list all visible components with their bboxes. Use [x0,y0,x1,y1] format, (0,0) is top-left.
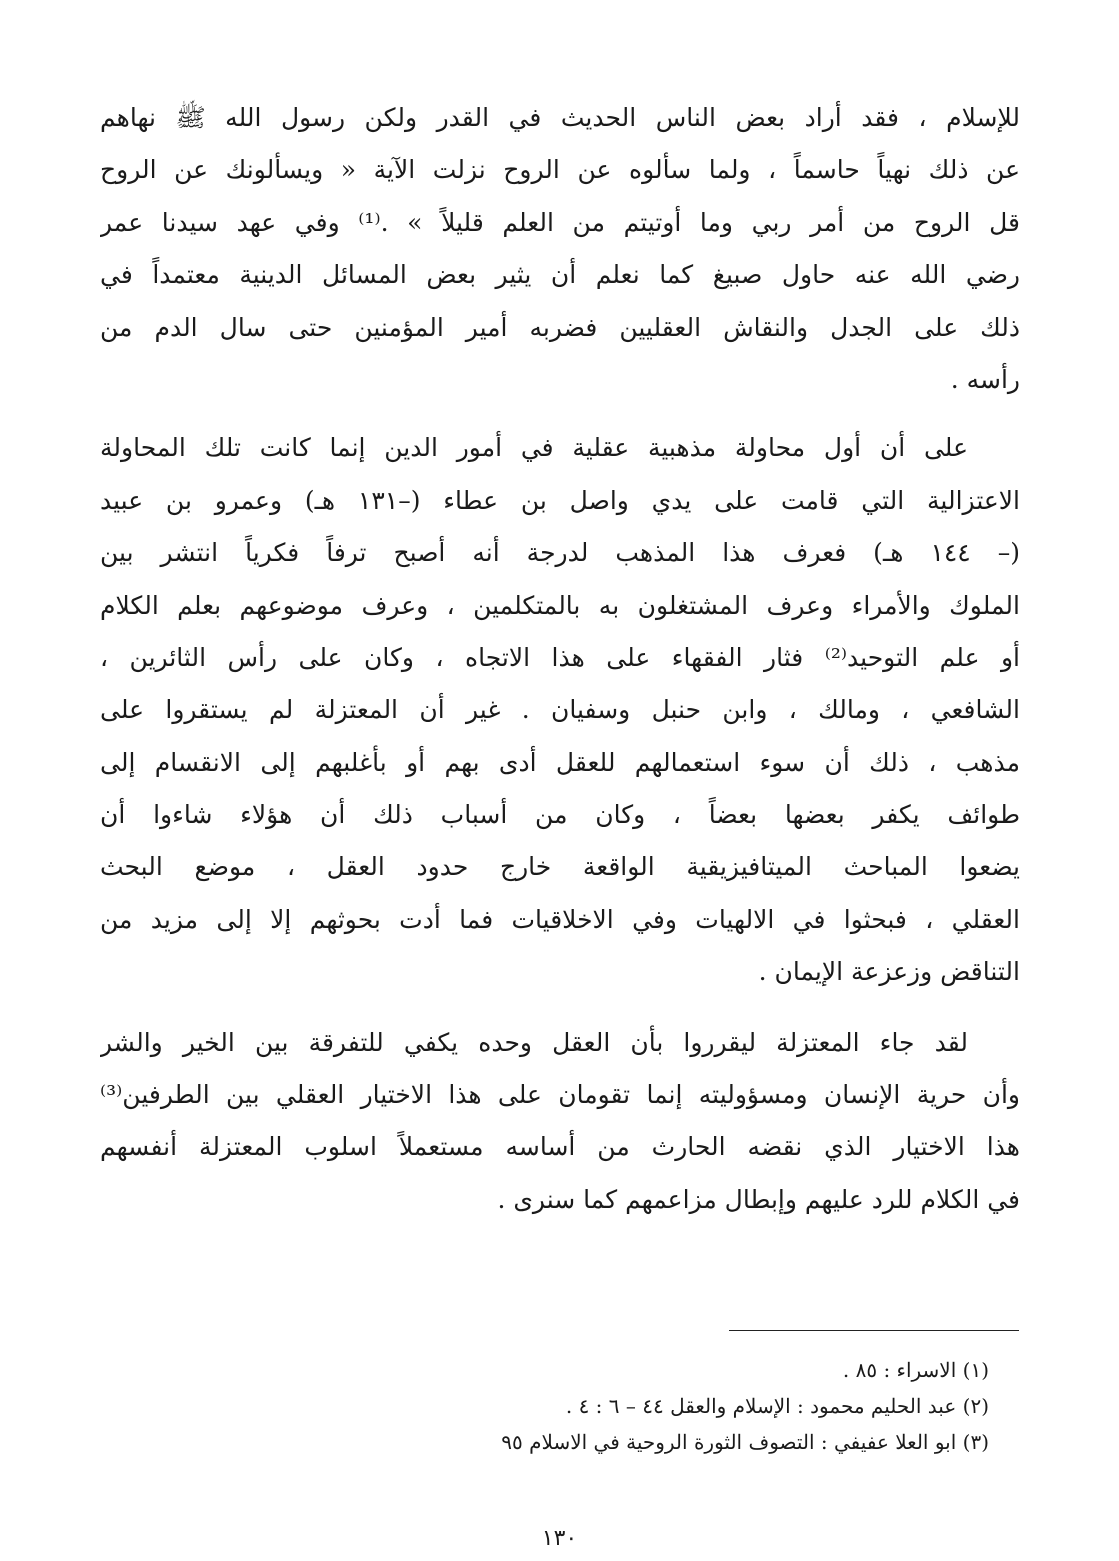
text-line: لقد جاء المعتزلة ليقرروا بأن العقل وحده يكفي للتفرقة بين الخير والشر [100,1027,968,1057]
text-line: (– ١٤٤ هـ) فعرف هذا المذهب لدرجة أنه أصبح ترفاً فكرياً انتشر بين [100,538,1020,568]
text-line: للإسلام ، فقد أراد بعض الناس الحديث في القدر ولكن رسول الله ﷺ نهاهم [100,103,1020,132]
footnotes [289,1352,989,1460]
paragraph-2 [100,422,1020,998]
text-line: مذهب ، ذلك أن سوء استعمالهم للعقل أدى بهم أو بأغلبهم إلى الانقسام إلى [100,747,1020,777]
text-line: الملوك والأمراء وعرف المشتغلون به بالمتكلمين ، وعرف موضوعهم بعلم الكلام [100,590,1020,620]
paragraph-1 [100,92,1020,406]
page-body [100,92,1020,1226]
footnote-separator [729,1330,1019,1331]
text-line: الاعتزالية التي قامت على يدي واصل بن عطاء (–١٣١ هـ) وعمرو بن عبيد [100,485,1020,515]
text-line: العقلي ، فبحثوا في الالهيات وفي الاخلاقيات فما أدت بحوثهم إلا إلى مزيد من [100,904,1020,934]
text-line: على أن أول محاولة مذهبية عقلية في أمور الدين إنما كانت تلك المحاولة [100,433,968,463]
text-line: رأسه . [950,364,1020,394]
footnote-2: (٢) عبد الحليم محمود : الإسلام والعقل ٤٤ – ٦ : ٤ . [565,1394,989,1418]
page-number: ١٣٠ [541,1526,578,1551]
text-line: وأن حرية الإنسان ومسؤوليته إنما تقومان على هذا الاختيار العقلي بين الطرفين⁽³⁾ [100,1080,1020,1110]
text-line: رضي الله عنه حاول صبيغ كما نعلم أن يثير بعض المسائل الدينية معتمداً في [100,260,1020,290]
footnote-3: (٣) ابو العلا عفيفي : التصوف الثورة الروحية في الاسلام ٩٥ [501,1430,989,1454]
text-line: الشافعي ، ومالك ، وابن حنبل وسفيان . غير أن المعتزلة لم يستقروا على [100,695,1020,725]
text-line: التناقض وزعزعة الإيمان . [758,957,1020,987]
text-line: قل الروح من أمر ربي وما أوتيتم من العلم قليلاً » .⁽¹⁾ وفي عهد سيدنا عمر [100,207,1020,237]
text-line: أو علم التوحيد⁽²⁾ فثار الفقهاء على هذا الاتجاه ، وكان على رأس الثائرين ، [100,642,1020,672]
text-line: عن ذلك نهياً حاسماً ، ولما سألوه عن الروح نزلت الآية « ويسألونك عن الروح [100,155,1020,185]
footnote-1: (١) الاسراء : ٨٥ . [842,1358,989,1382]
text-line: ذلك على الجدل والنقاش العقليين فضربه أمير المؤمنين حتى سال الدم من [100,312,1020,342]
text-line: يضعوا المباحث الميتافيزيقية الواقعة خارج حدود العقل ، موضع البحث [100,852,1020,882]
paragraph-3 [100,1017,1020,1227]
text-line: طوائف يكفر بعضها بعضاً ، وكان من أسباب ذلك أن هؤلاء شاءوا أن [100,800,1020,830]
text-line: في الكلام للرد عليهم وإبطال مزاعمهم كما سنرى . [497,1184,1020,1214]
text-line: هذا الاختيار الذي نقضه الحارث من أساسه مستعملاً اسلوب المعتزلة أنفسهم [100,1132,1020,1162]
